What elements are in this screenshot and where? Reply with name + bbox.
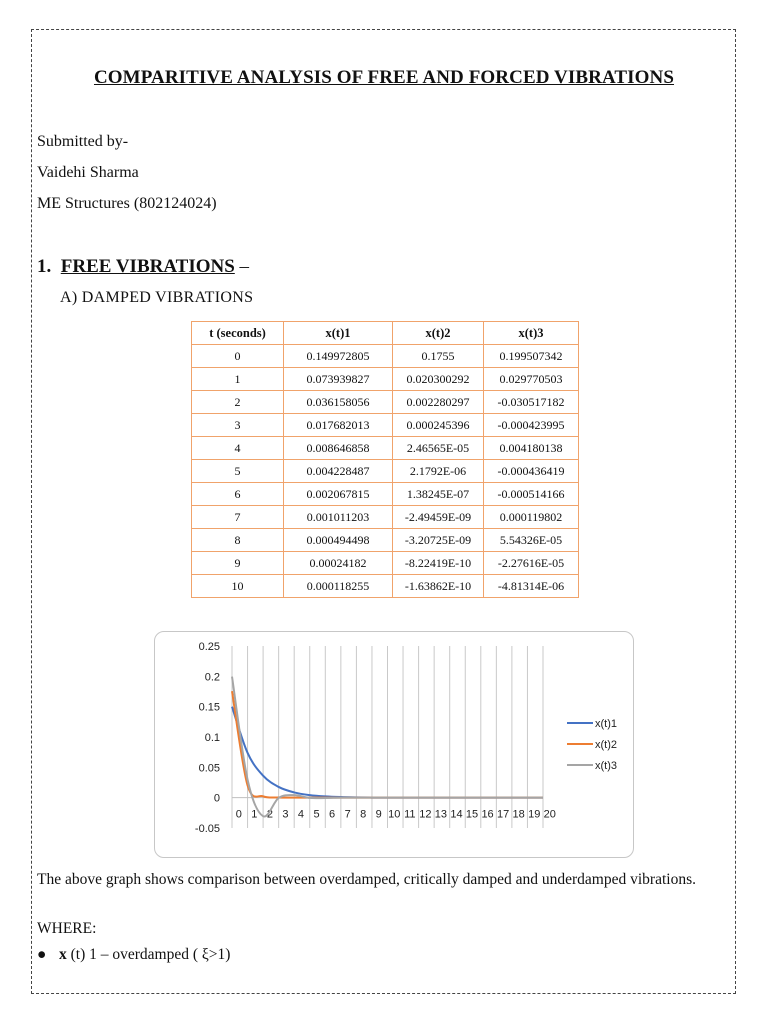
- program-line: ME Structures (802124024): [37, 195, 217, 212]
- graph-description: The above graph shows comparison between overdamped, critically damped and underdamped vibrations.: [37, 871, 696, 888]
- table-cell: 8: [192, 529, 284, 552]
- table-cell: 0.004180138: [484, 437, 579, 460]
- table-cell: 0.00024182: [284, 552, 393, 575]
- table-cell: 7: [192, 506, 284, 529]
- table-header-cell: x(t)3: [484, 322, 579, 345]
- x-tick-label: 3: [282, 808, 289, 821]
- legend-label: x(t)1: [595, 718, 617, 730]
- y-tick-label: 0.05: [198, 762, 220, 775]
- table-cell: 1: [192, 368, 284, 391]
- section-title: FREE VIBRATIONS: [60, 256, 235, 277]
- table-row: [192, 575, 579, 598]
- x-tick-label: 14: [450, 808, 463, 821]
- table-cell: 0.073939827: [284, 368, 393, 391]
- table-cell: 9: [192, 552, 284, 575]
- section-heading: [37, 256, 249, 278]
- table-cell: 5.54326E-05: [484, 529, 579, 552]
- table-cell: 10: [192, 575, 284, 598]
- table-cell: -2.27616E-05: [484, 552, 579, 575]
- author-name: Vaidehi Sharma: [37, 164, 139, 181]
- chart-svg: [155, 632, 635, 859]
- table-cell: 0.020300292: [393, 368, 484, 391]
- bullet-dot: ●: [37, 946, 47, 963]
- y-tick-label: 0.1: [204, 732, 220, 744]
- x-tick-label: 4: [297, 808, 305, 821]
- x-tick-label: 7: [344, 808, 351, 821]
- table-cell: 0.036158056: [284, 391, 393, 414]
- table-cell: -1.63862E-10: [393, 575, 484, 598]
- legend-label: x(t)3: [595, 760, 617, 772]
- table-row: [192, 368, 579, 391]
- where-label: WHERE:: [37, 920, 97, 937]
- x-tick-label: 10: [388, 808, 401, 821]
- bullet-symbol: x: [59, 946, 67, 963]
- table-cell: 0.001011203: [284, 506, 393, 529]
- table-cell: 0.004228487: [284, 460, 393, 483]
- table-cell: 4: [192, 437, 284, 460]
- table-cell: -0.000436419: [484, 460, 579, 483]
- x-tick-label: 12: [419, 808, 432, 821]
- y-tick-label: 0.2: [204, 671, 220, 684]
- table-cell: -0.000423995: [484, 414, 579, 437]
- table-cell: -8.22419E-10: [393, 552, 484, 575]
- table-header-cell: x(t)2: [393, 322, 484, 345]
- table-cell: -2.49459E-09: [393, 506, 484, 529]
- x-tick-label: 20: [543, 808, 556, 821]
- table-cell: 0.1755: [393, 345, 484, 368]
- x-tick-label: 15: [465, 808, 479, 821]
- table-row: [192, 437, 579, 460]
- table-row: [192, 506, 579, 529]
- damping-comparison-chart: [154, 631, 634, 858]
- table-cell: 0.017682013: [284, 414, 393, 437]
- table-cell: 2: [192, 391, 284, 414]
- x-tick-label: 18: [512, 808, 525, 821]
- table-cell: -0.030517182: [484, 391, 579, 414]
- x-tick-label: 8: [360, 808, 367, 821]
- section-number: 1.: [37, 256, 52, 277]
- table-row: [192, 552, 579, 575]
- x-tick-label: 16: [481, 808, 494, 821]
- table-header-cell: t (seconds): [192, 322, 284, 345]
- table-cell: 3: [192, 414, 284, 437]
- y-tick-label: 0.25: [198, 641, 220, 653]
- table-cell: 0.002067815: [284, 483, 393, 506]
- table-cell: 0.008646858: [284, 437, 393, 460]
- table-cell: 5: [192, 460, 284, 483]
- table-cell: 0.149972805: [284, 345, 393, 368]
- table-cell: 2.46565E-05: [393, 437, 484, 460]
- y-tick-label: 0.15: [198, 701, 220, 714]
- damped-vibrations-table: [191, 321, 579, 598]
- x-tick-label: 5: [313, 808, 320, 821]
- table-row: [192, 391, 579, 414]
- table-row: [192, 529, 579, 552]
- bullet-text: (t) 1 – overdamped ( ξ>1): [66, 946, 231, 963]
- table-cell: 2.1792E-06: [393, 460, 484, 483]
- table-row: [192, 345, 579, 368]
- table-cell: 1.38245E-07: [393, 483, 484, 506]
- x-tick-label: 6: [329, 808, 336, 821]
- table-cell: -4.81314E-06: [484, 575, 579, 598]
- document-title: COMPARITIVE ANALYSIS OF FREE AND FORCED VIBRATIONS: [93, 67, 675, 88]
- x-tick-label: 0: [235, 808, 242, 821]
- definition-bullet: [37, 946, 230, 964]
- table-header-row: [192, 322, 579, 345]
- table-cell: 0.029770503: [484, 368, 579, 391]
- table-row: [192, 460, 579, 483]
- y-tick-label: -0.05: [194, 823, 220, 835]
- section-dash: –: [239, 256, 250, 277]
- legend-label: x(t)2: [595, 739, 617, 751]
- table-cell: 0.000119802: [484, 506, 579, 529]
- table-cell: -3.20725E-09: [393, 529, 484, 552]
- table-cell: 0.199507342: [484, 345, 579, 368]
- x-tick-label: 13: [434, 808, 448, 821]
- table-cell: -0.000514166: [484, 483, 579, 506]
- x-tick-label: 19: [528, 808, 541, 821]
- table-cell: 0.002280297: [393, 391, 484, 414]
- x-tick-label: 2: [266, 808, 273, 821]
- y-tick-label: 0: [213, 792, 220, 805]
- x-tick-label: 17: [497, 808, 510, 821]
- table-cell: 0: [192, 345, 284, 368]
- x-tick-label: 1: [251, 808, 258, 821]
- x-tick-label: 11: [404, 808, 416, 821]
- table-cell: 0.000245396: [393, 414, 484, 437]
- subsection-heading: A) DAMPED VIBRATIONS: [60, 289, 254, 306]
- table-row: [192, 414, 579, 437]
- table-cell: 0.000494498: [284, 529, 393, 552]
- table-cell: 6: [192, 483, 284, 506]
- submitted-by-label: Submitted by-: [37, 133, 129, 150]
- table-cell: 0.000118255: [284, 575, 393, 598]
- x-tick-label: 9: [375, 808, 382, 821]
- table-row: [192, 483, 579, 506]
- table-header-cell: x(t)1: [284, 322, 393, 345]
